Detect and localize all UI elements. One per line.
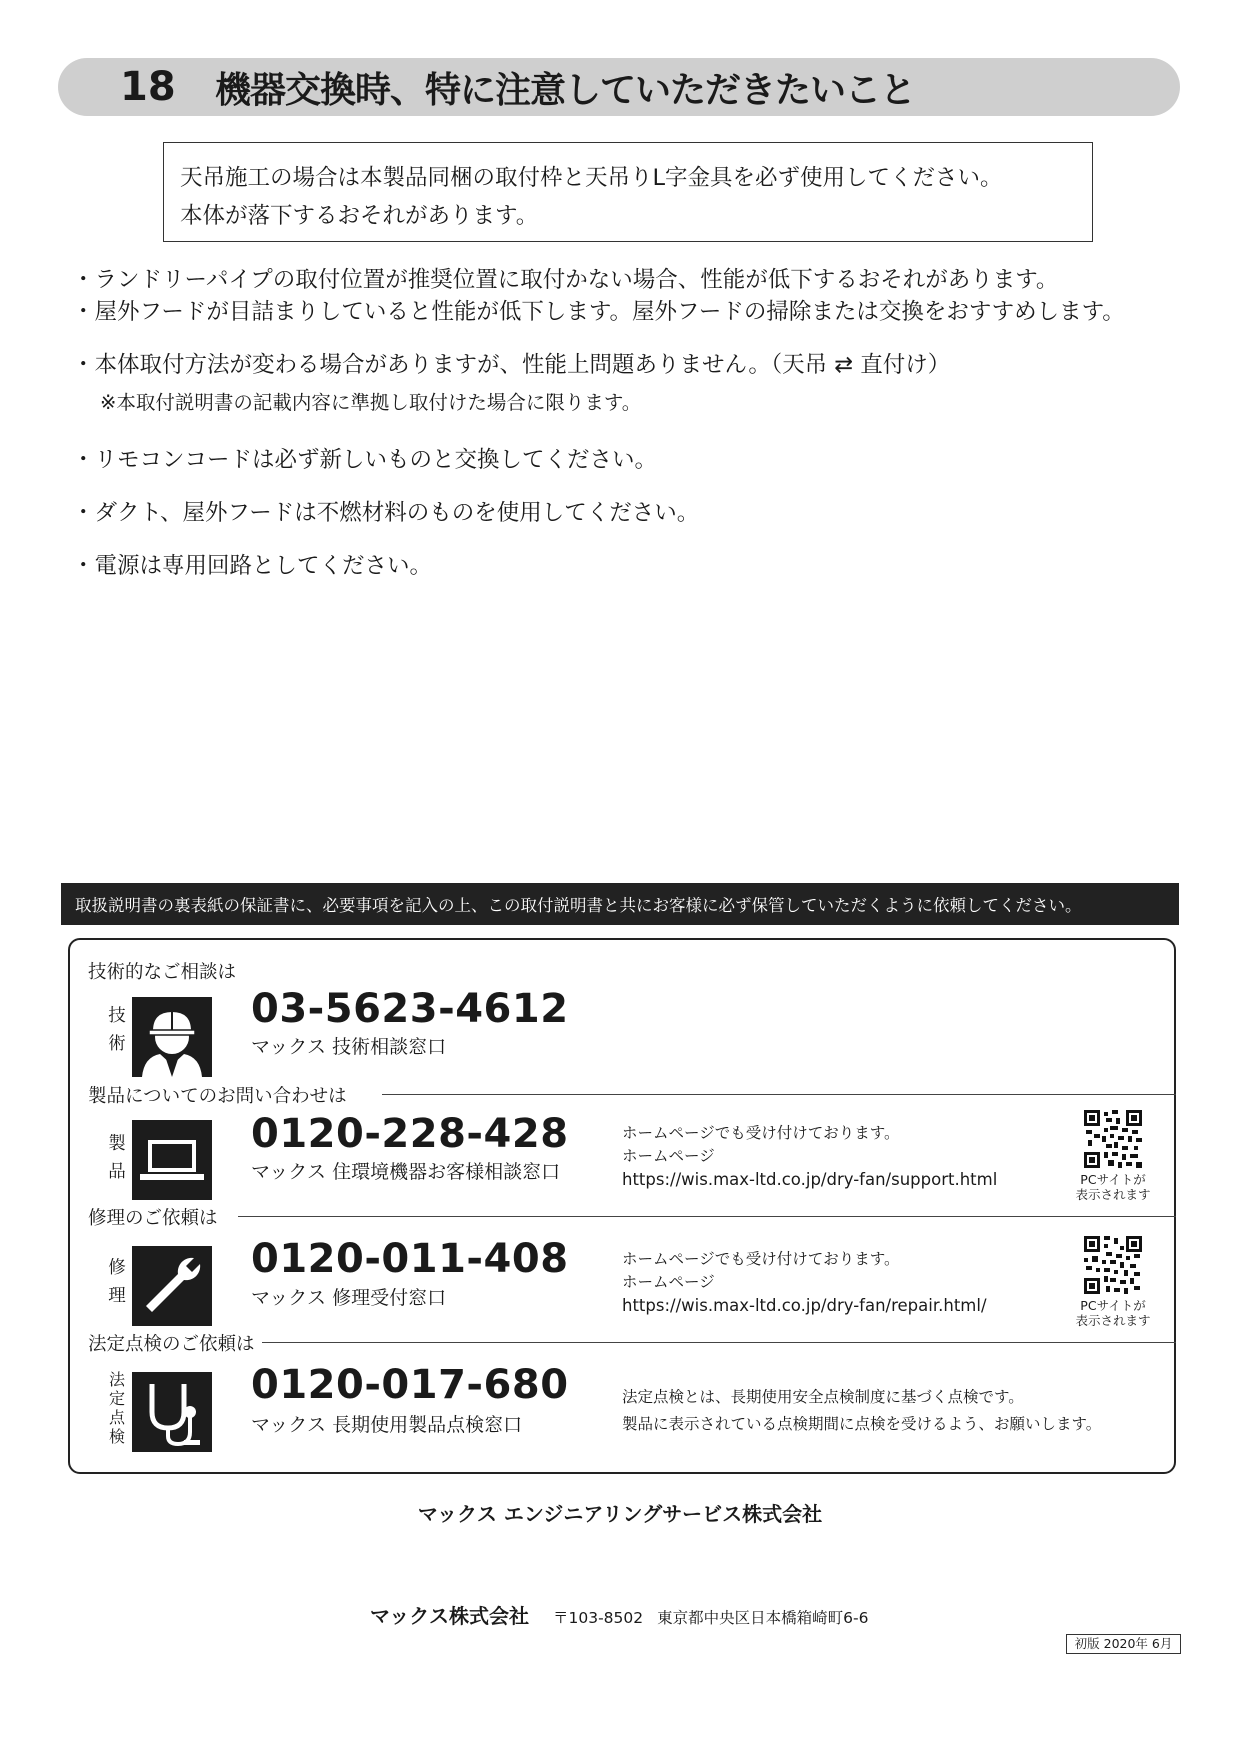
notice-line-2: 本体が落下するおそれがあります。	[180, 203, 539, 229]
divider	[262, 1342, 1176, 1343]
wrench-icon	[132, 1246, 212, 1326]
product-side-label: 製 品	[108, 1134, 126, 1182]
repair-section-label: 修理のご依頼は	[88, 1208, 218, 1229]
footer	[370, 1600, 868, 1629]
list-item: ・電源は専用回路としてください。	[72, 553, 433, 579]
contact-box	[68, 938, 1176, 1474]
repair-side-label: 修 理	[108, 1258, 126, 1306]
list-item: ・ランドリーパイプの取付位置が推奨位置に取付かない場合、性能が低下するおそれがあります。	[72, 267, 1059, 293]
product-qr-code-icon[interactable]	[1084, 1110, 1142, 1168]
product-phone-number[interactable]: 0120-228-428	[251, 1111, 569, 1157]
repair-support-link[interactable]: https://wis.max-ltd.co.jp/dry-fan/repair.html/	[622, 1296, 987, 1315]
address: 東京都中央区日本橋箱崎町6-6	[657, 1609, 869, 1627]
notice-line-1: 天吊施工の場合は本製品同梱の取付枠と天吊りL字金具を必ず使用してください。	[180, 165, 1003, 191]
inspection-phone-number[interactable]: 0120-017-680	[251, 1362, 569, 1408]
list-item: ・ダクト、屋外フードは不燃材料のものを使用してください。	[72, 500, 700, 526]
edition-badge: 初版 2020年 6月	[1066, 1634, 1181, 1654]
inspection-section-label: 法定点検のご依頼は	[88, 1334, 255, 1355]
list-note: ※本取付説明書の記載内容に準拠し取付けた場合に限ります。	[100, 391, 642, 414]
banner-text: 取扱説明書の裏表紙の保証書に、必要事項を記入の上、この取付説明書と共にお客様に必ず保管していただくように依頼してください。	[75, 896, 1082, 915]
service-company-name: マックス エンジニアリングサービス株式会社	[417, 1502, 823, 1526]
list-item: ・本体取付方法が変わる場合がありますが、性能上問題ありません。（天吊 ⇄ 直付け）	[72, 352, 951, 378]
divider	[238, 1216, 1176, 1217]
tech-side-label: 技 術	[108, 1006, 126, 1054]
repair-qr-caption: PCサイトが 表示されます	[1075, 1298, 1151, 1328]
section-title: 機器交換時、特に注意していただきたいこと	[215, 69, 916, 111]
product-web-info: ホームページでも受け付けております。 ホームページ https://wis.max-ltd.co.jp/dry-fan/support.html	[622, 1124, 998, 1189]
postal-code: 〒103-8502	[553, 1609, 644, 1627]
repair-phone-number[interactable]: 0120-011-408	[251, 1236, 569, 1282]
tech-phone-number[interactable]: 03-5623-4612	[251, 986, 569, 1032]
product-desk-name: マックス 住環境機器お客様相談窓口	[251, 1161, 561, 1183]
section-number: 18	[120, 64, 176, 110]
divider	[382, 1094, 1176, 1095]
warning-notice-box	[163, 142, 1093, 242]
repair-qr-code-icon[interactable]	[1084, 1236, 1142, 1294]
inspection-info: 法定点検とは、長期使用安全点検制度に基づく点検です。 製品に表示されている点検期間に点検を受けるよう、お願いします。	[622, 1388, 1102, 1433]
list-item: ・屋外フードが目詰まりしていると性能が低下します。屋外フードの掃除または交換をおすすめします。	[72, 299, 1125, 325]
repair-desk-name: マックス 修理受付窓口	[251, 1287, 447, 1309]
section-header	[58, 58, 1180, 116]
inspection-side-label: 法 定 点 検	[108, 1370, 125, 1446]
tech-section-label: 技術的なご相談は	[88, 962, 237, 983]
stethoscope-icon	[132, 1372, 212, 1452]
product-section-label: 製品についてのお問い合わせは	[88, 1086, 347, 1107]
list-item: ・リモコンコードは必ず新しいものと交換してください。	[72, 447, 658, 473]
product-qr-caption: PCサイトが 表示されます	[1075, 1172, 1151, 1202]
tech-desk-name: マックス 技術相談窓口	[251, 1036, 447, 1058]
product-support-link[interactable]: https://wis.max-ltd.co.jp/dry-fan/support.html	[622, 1170, 998, 1189]
worker-helmet-icon	[132, 997, 212, 1077]
warranty-banner	[61, 883, 1179, 925]
repair-web-info: ホームページでも受け付けております。 ホームページ https://wis.max-ltd.co.jp/dry-fan/repair.html/	[622, 1250, 987, 1315]
inspection-desk-name: マックス 長期使用製品点検窓口	[251, 1414, 523, 1436]
laptop-icon	[132, 1120, 212, 1200]
manufacturer-name: マックス株式会社	[370, 1604, 529, 1628]
